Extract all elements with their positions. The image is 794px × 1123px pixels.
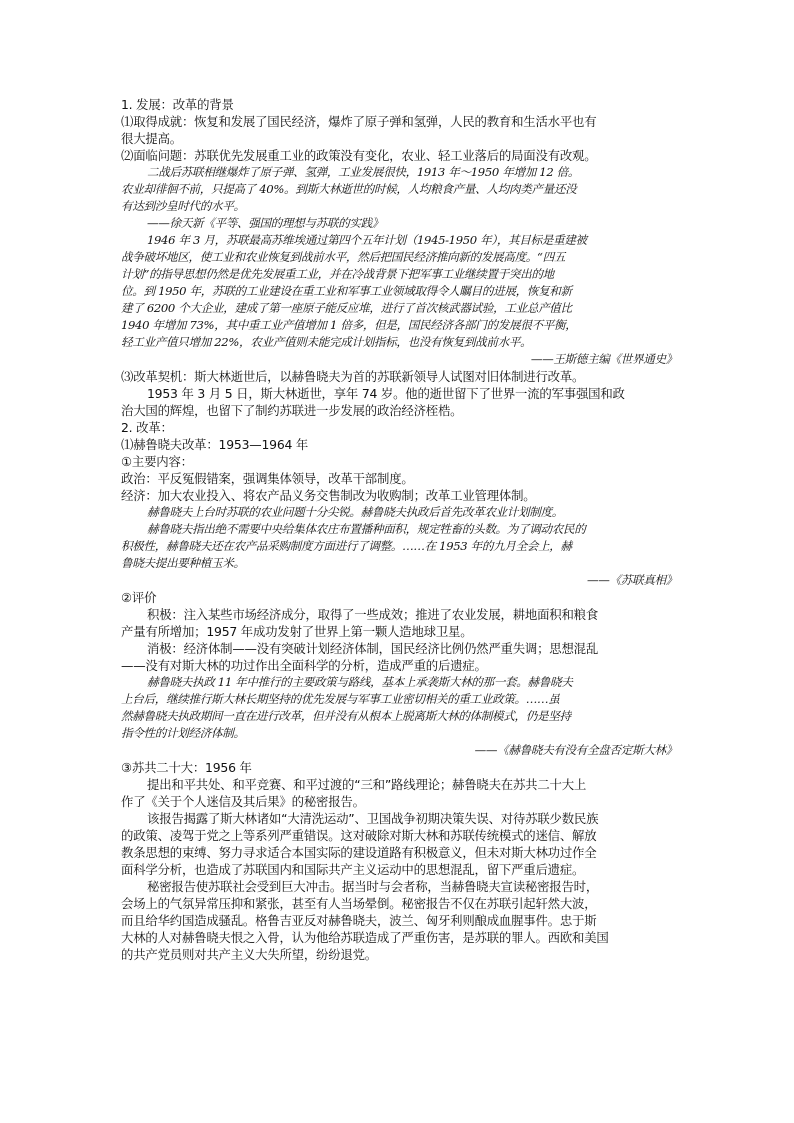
body-line: ⑴赫鲁晓夫改革：1953—1964 年 — [121, 437, 309, 452]
quote-line: 1940 年增加 73%，其中重工业产值增加 1 倍多，但是，国民经济各部门的发展很不平衡， — [121, 318, 577, 332]
body-line: 的政策、凌驾于党之上等系列严重错误。这对破除对斯大林和苏联传统模式的迷信、解放 — [121, 828, 597, 843]
quote-line: 然赫鲁晓夫执政期间一直在进行改革，但并没有从根本上脱离斯大林的体制模式，仍是坚持 — [121, 709, 571, 723]
section-heading: 1. 发展：改革的背景 — [121, 97, 234, 112]
body-line: 大林的人对赫鲁晓夫恨之入骨，认为他给苏联造成了严重伤害，是苏联的罪人。西欧和美国 — [121, 930, 609, 945]
quote-line: 建了 6200 个大企业，建成了第一座原子能反应堆，进行了首次核武器试验，工业总产值比 — [121, 301, 572, 315]
body-line: ⑴取得成就：恢复和发展了国民经济，爆炸了原子弹和氢弹，人民的教育和生活水平也有 — [121, 114, 597, 129]
body-line: 提出和平共处、和平竞赛、和平过渡的“三和”路线理论；赫鲁晓夫在苏共二十大上 — [147, 777, 587, 792]
body-line: 教条思想的束缚、努力寻求适合本国实际的建设道路有积极意义，但未对斯大林功过作全 — [121, 845, 597, 860]
quote-line: 积极性，赫鲁晓夫还在农产品采购制度方面进行了调整。……在 1953 年的九月全会上，赫 — [121, 539, 572, 553]
quote-line: 计划”的指导思想仍然是优先发展重工业，并在冷战背景下把军事工业继续置于突出的地 — [121, 267, 554, 281]
body-line: 面科学分析，也造成了苏联国内和国际共产主义运动中的思想混乱，留下严重后遗症。 — [121, 862, 585, 877]
body-line: ——没有对斯大林的功过作出全面科学的分析，造成严重的后遗症。 — [121, 658, 487, 673]
quote-source: ——《苏联真相》 — [587, 573, 677, 587]
body-line: 秘密报告使苏联社会受到巨大冲击。据当时与会者称，当赫鲁晓夫宣读秘密报告时， — [147, 879, 599, 894]
body-line: 作了《关于个人迷信及其后果》的秘密报告。 — [121, 794, 365, 809]
document-page — [121, 96, 677, 963]
body-line: 经济：加大农业投入、将农产品义务交售制改为收购制；改革工业管理体制。 — [121, 488, 536, 503]
section-heading: 2. 改革： — [121, 420, 173, 435]
quote-line: 二战后苏联相继爆炸了原子弹、氢弹，工业发展很快，1913 年～1950 年增加 12 倍。 — [147, 165, 580, 179]
quote-line: 上台后，继续推行斯大林长期坚持的优先发展与军事工业密切相关的重工业政策。……虽 — [121, 692, 560, 706]
quote-line: 鲁晓夫提出要种植玉米。 — [121, 556, 245, 570]
body-line: 该报告揭露了斯大林诸如“大清洗运动”、卫国战争初期决策失误、对待苏联少数民族 — [147, 811, 599, 826]
quote-source: ——《赫鲁晓夫有没有全盘否定斯大林》 — [474, 743, 677, 757]
quote-line: 有达到沙皇时代的水平。 — [121, 199, 245, 213]
quote-line: 赫鲁晓夫指出绝不需要中央给集体农庄布置播种面积，规定牲畜的头数。为了调动农民的 — [147, 522, 586, 536]
body-line: 而且给华约国造成骚乱。格鲁吉亚反对赫鲁晓夫，波兰、匈牙利则酿成血腥事件。忠于斯 — [121, 913, 597, 928]
body-line: 消极：经济体制——没有突破计划经济体制，国民经济比例仍然严重失调；思想混乱 — [147, 641, 599, 656]
body-line: 会场上的气氛异常压抑和紧张，甚至有人当场晕倒。秘密报告不仅在苏联引起轩然大波， — [121, 896, 597, 911]
body-line: 的共产党员则对共产主义大失所望，纷纷退党。 — [121, 947, 378, 962]
quote-line: 赫鲁晓夫上台时苏联的农业问题十分尖锐。赫鲁晓夫执政后首先改革农业计划制度。 — [147, 505, 564, 519]
quote-line: 赫鲁晓夫执政 11 年中推行的主要政策与路线，基本上承袭斯大林的那一套。赫鲁晓夫 — [147, 675, 573, 689]
body-line: ③苏共二十大：1956 年 — [121, 760, 252, 775]
quote-line: 农业却徘徊不前，只提高了 40%。到斯大林逝世的时候，人均粮食产量、人均肉类产量还没 — [121, 182, 577, 196]
body-line: 产量有所增加；1957 年成功发射了世界上第一颗人造地球卫星。 — [121, 624, 473, 639]
body-line: ①主要内容： — [121, 454, 193, 469]
body-line: 很大提高。 — [121, 131, 182, 146]
quote-line: 位。到 1950 年，苏联的工业建设在重工业和军事工业领域取得令人瞩目的进展，恢复和新 — [121, 284, 572, 298]
quote-source: ——王斯德主编《世界通史》 — [530, 352, 677, 366]
body-line: 积极：注入某些市场经济成分，取得了一些成效；推进了农业发展，耕地面积和粮食 — [147, 607, 599, 622]
quote-line: 战争破坏地区，使工业和农业恢复到战前水平，然后把国民经济推向新的发展高度。“四五 — [121, 250, 566, 264]
body-line: ②评价 — [121, 590, 157, 605]
body-line: ⑶改革契机：斯大林逝世后，以赫鲁晓夫为首的苏联新领导人试图对旧体制进行改革。 — [121, 369, 585, 384]
body-line: 政治：平反冤假错案，强调集体领导，改革干部制度。 — [121, 471, 414, 486]
body-line: ⑵面临问题：苏联优先发展重工业的政策没有变化，农业、轻工业落后的局面没有改观。 — [121, 148, 597, 163]
quote-line: 指令性的计划经济体制。 — [121, 726, 245, 740]
body-line: 治大国的辉煌，也留下了制约苏联进一步发展的政治经济桎梏。 — [121, 403, 463, 418]
quote-line: 轻工业产值只增加 22%，农业产值则未能完成计划指标，也没有恢复到战前水平。 — [121, 335, 532, 349]
quote-line: ——徐天新《平等、强国的理想与苏联的实践》 — [147, 216, 384, 230]
body-line: 1953 年 3 月 5 日，斯大林逝世，享年 74 岁。他的逝世留下了世界一流的军事强国和政 — [147, 386, 625, 401]
quote-line: 1946 年 3 月，苏联最高苏维埃通过第四个五年计划（1945-1950 年），其目标是重建被 — [147, 233, 587, 247]
